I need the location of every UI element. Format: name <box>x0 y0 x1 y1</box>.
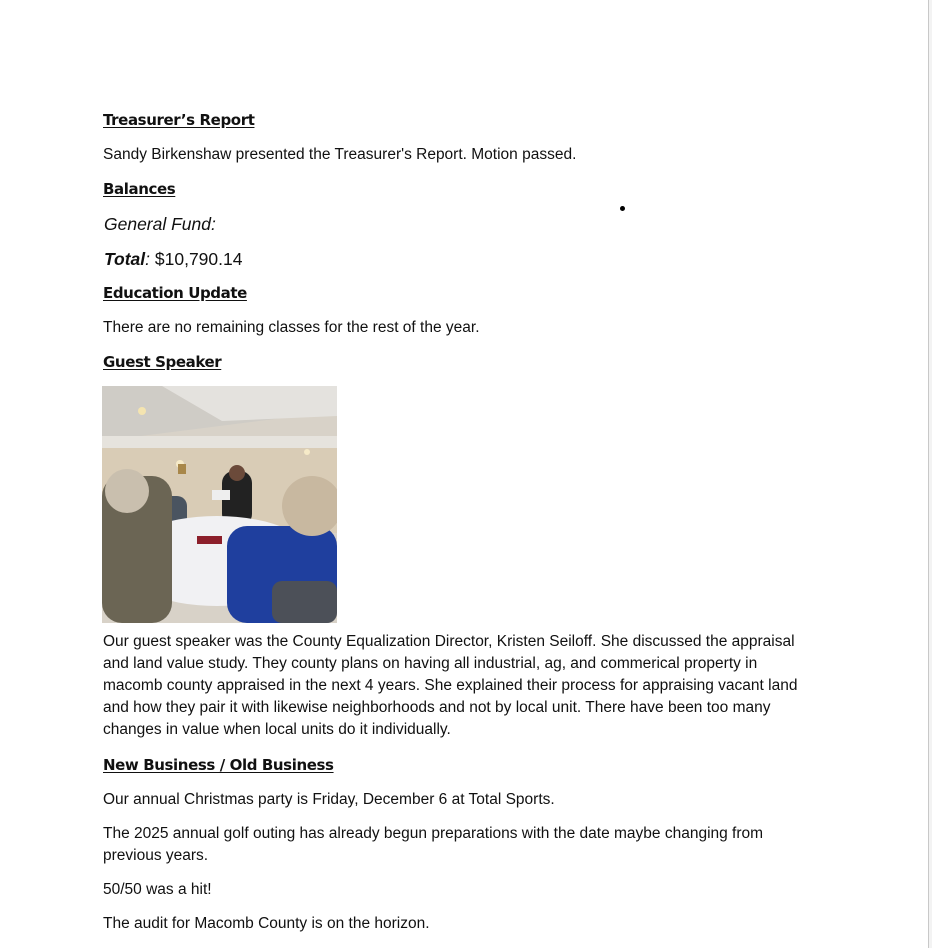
total-line <box>104 249 242 270</box>
guest-speaker-heading: Guest Speaker <box>103 353 222 371</box>
general-fund-label: General Fund: <box>104 214 216 234</box>
total-label: Total <box>104 249 146 269</box>
business-item: The 2025 annual golf outing has already begun preparations with the date maybe changing from previous years. <box>103 825 764 864</box>
general-fund-line <box>104 214 216 235</box>
treasurer-report-heading: Treasurer’s Report <box>103 111 255 129</box>
business-item: The audit for Macomb County is on the horizon. <box>103 915 430 932</box>
treasurer-report-text: Sandy Birkenshaw presented the Treasurer's Report. Motion passed. <box>103 146 577 163</box>
education-update-text: There are no remaining classes for the rest of the year. <box>103 319 480 336</box>
total-separator: : <box>145 249 151 269</box>
business-item: Our annual Christmas party is Friday, December 6 at Total Sports. <box>103 791 555 808</box>
education-update-heading: Education Update <box>103 284 247 302</box>
balances-heading: Balances <box>103 180 176 198</box>
business-item: 50/50 was a hit! <box>103 881 212 898</box>
guest-speaker-photo-graphic <box>102 386 337 623</box>
guest-speaker-text: Our guest speaker was the County Equalization Director, Kristen Seiloff. She discussed the appraisal and land value study. They county plans on having all industrial, ag, and commerical property in macomb county appraised in the next 4 years. She explained their process for appraising vacant land and how they pair it with likewise neighborhoods and not by local unit. There have been too many changes in value when local units do it individually. <box>103 633 798 738</box>
stray-bullet-dot <box>620 206 625 211</box>
guest-speaker-photo <box>102 386 337 623</box>
total-value: $10,790.14 <box>150 249 243 269</box>
business-heading: New Business / Old Business <box>103 756 334 774</box>
